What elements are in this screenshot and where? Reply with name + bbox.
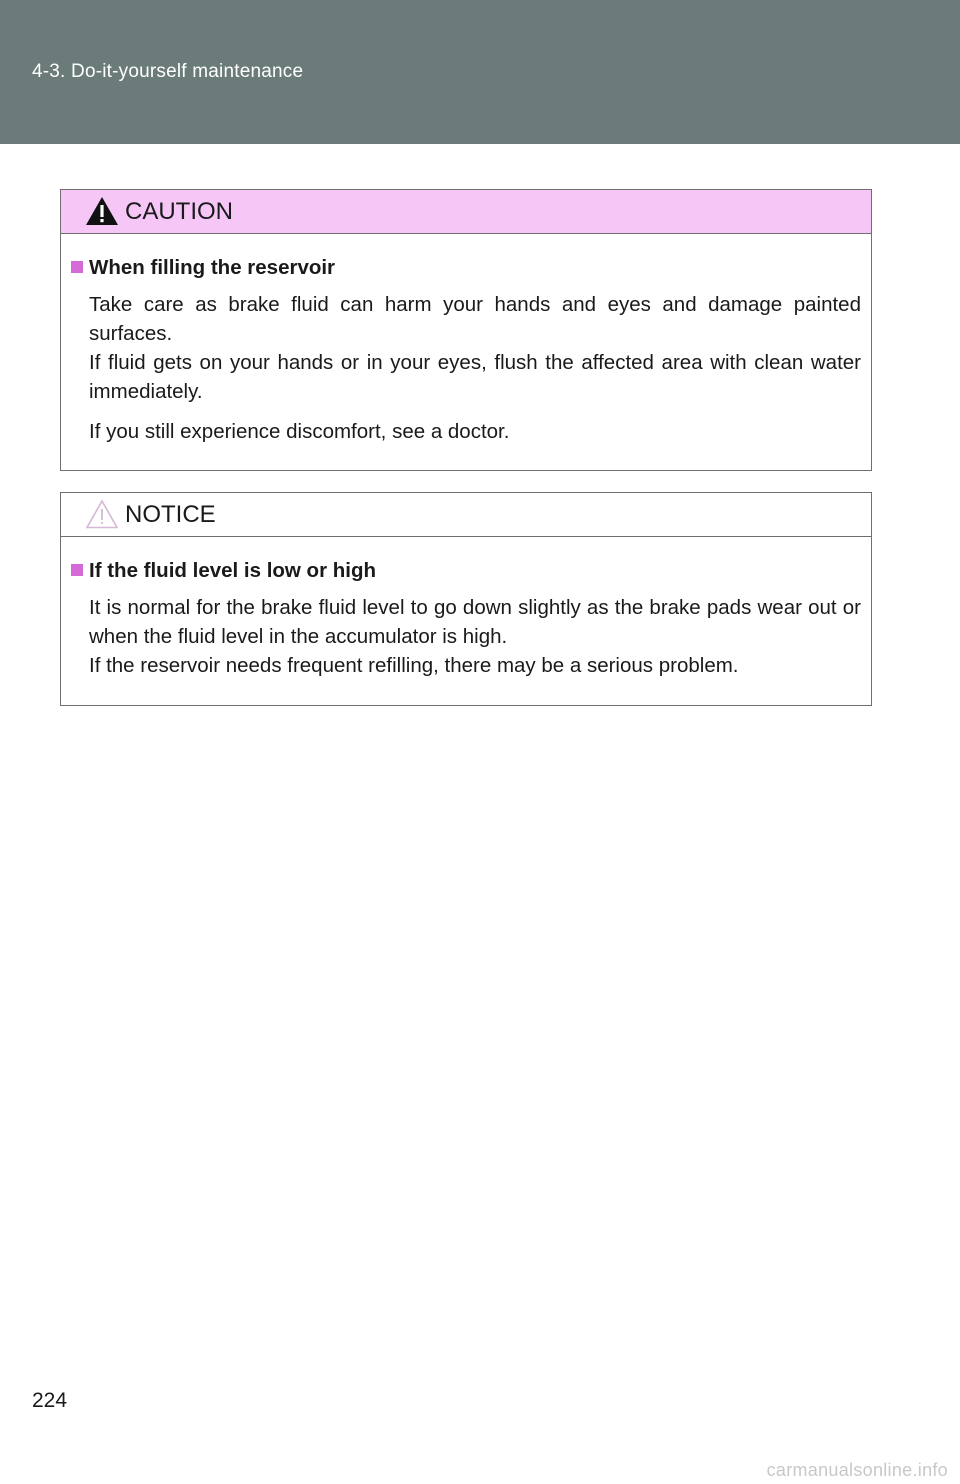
notice-heading-text: If the fluid level is low or high <box>89 559 377 582</box>
bullet-square-icon <box>71 564 83 576</box>
caution-header <box>61 190 871 234</box>
caution-box <box>60 189 872 471</box>
watermark: carmanualsonline.info <box>766 1460 948 1480</box>
notice-header <box>61 493 871 537</box>
notice-label: NOTICE <box>125 501 216 528</box>
notice-subheading <box>89 556 861 585</box>
caution-body <box>61 234 871 468</box>
warning-filled-icon <box>85 196 119 226</box>
section-title: 4-3. Do-it-yourself maintenance <box>32 61 304 82</box>
caution-paragraph: If fluid gets on your hands or in your eyes, flush the affected area with clean water immediately. <box>89 351 861 403</box>
bullet-square-icon <box>71 261 83 273</box>
notice-body <box>61 537 871 702</box>
notice-paragraph: If the reservoir needs frequent refilling, there may be a serious problem. <box>89 654 739 677</box>
notice-box <box>60 492 872 706</box>
caution-label: CAUTION <box>125 198 233 225</box>
caution-heading-text: When filling the reservoir <box>89 256 336 279</box>
notice-paragraph: It is normal for the brake fluid level to go down slightly as the brake pads wear out or when the fluid level in the accumulator is high. <box>89 596 861 648</box>
warning-outline-icon <box>85 499 119 529</box>
caution-paragraph: Take care as brake fluid can harm your hands and eyes and damage painted surfaces. <box>89 293 861 345</box>
page-number: 224 <box>32 1389 68 1412</box>
caution-paragraph: If you still experience discomfort, see a doctor. <box>89 420 510 443</box>
caution-subheading <box>89 253 861 282</box>
header-band <box>0 0 960 144</box>
